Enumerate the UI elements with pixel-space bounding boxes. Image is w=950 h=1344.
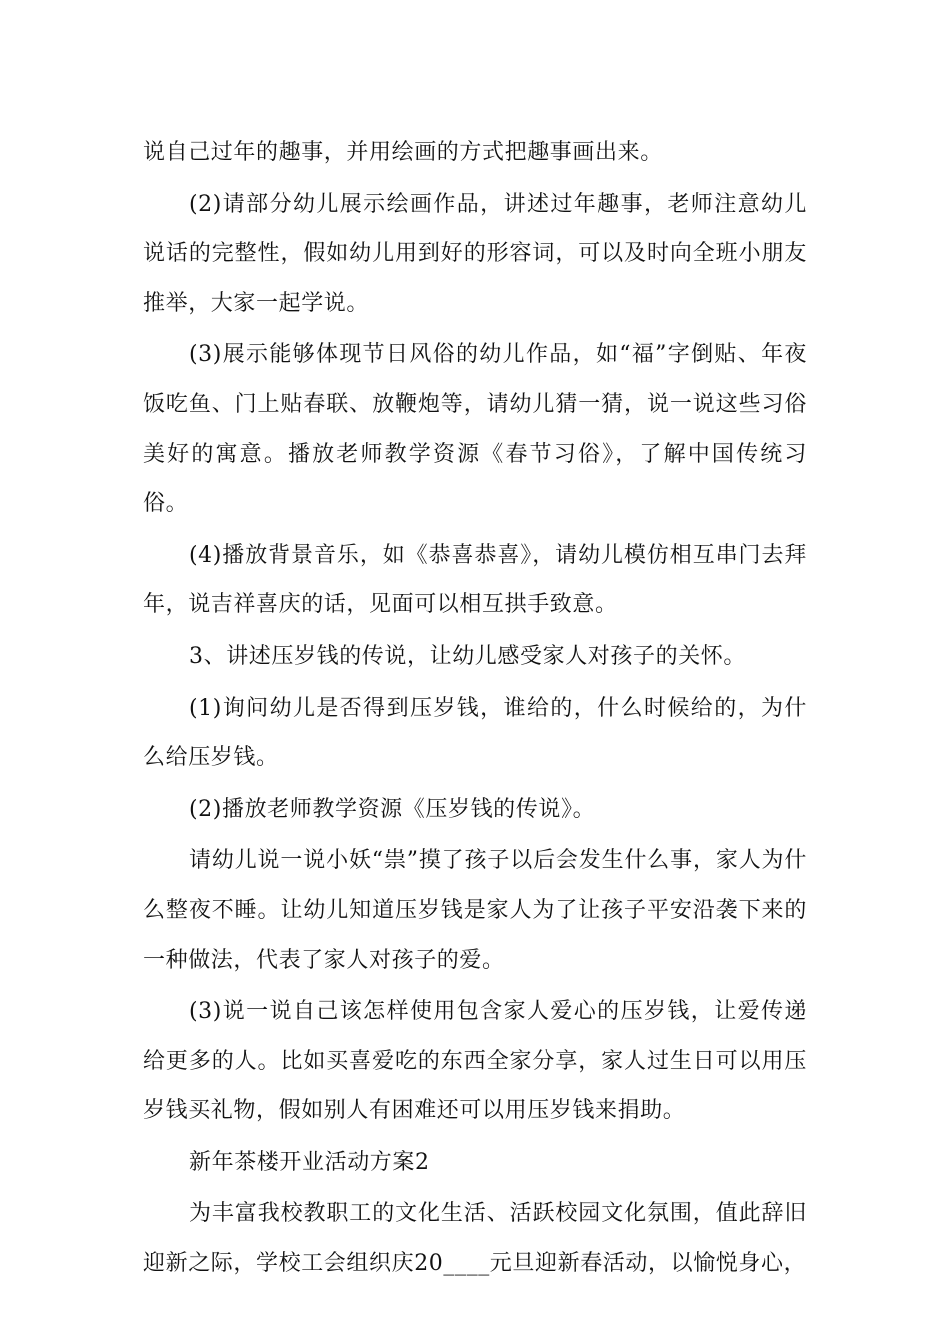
paragraph-1: 说自己过年的趣事，并用绘画的方式把趣事画出来。 bbox=[143, 140, 663, 165]
paragraph-7: 请幼儿说一说小妖“祟”摸了孩子以后会发生什么事，家人为什么整夜不睡。让幼儿知道压岁钱是家人为了让孩子平安沿袭下来的一种做法，代表了家人对孩子的爱。 bbox=[143, 848, 807, 973]
paragraph-6: (2)播放老师教学资源《压岁钱的传说》。 bbox=[189, 796, 596, 822]
paragraph-5: (1)询问幼儿是否得到压岁钱，谁给的，什么时候给的，为什么给压岁钱。 bbox=[143, 695, 807, 771]
document-subtitle: 新年茶楼开业活动方案2 bbox=[189, 1149, 430, 1175]
section-heading-3: 3、讲述压岁钱的传说，让幼儿感受家人对孩子的关怀。 bbox=[189, 643, 746, 669]
paragraph-2: (2)请部分幼儿展示绘画作品，讲述过年趣事，老师注意幼儿说话的完整性，假如幼儿用到好的形容词，可以及时向全班小朋友推举，大家一起学说。 bbox=[143, 191, 807, 316]
paragraph-9: 为丰富我校教职工的文化生活、活跃校园文化氛围，值此辞旧迎新之际，学校工会组织庆20____元旦迎新春活动，以愉悦身心， bbox=[143, 1201, 807, 1277]
paragraph-4: (4)播放背景音乐，如《恭喜恭喜》，请幼儿模仿相互串门去拜年，说吉祥喜庆的话，见面可以相互拱手致意。 bbox=[143, 542, 807, 618]
paragraph-3: (3)展示能够体现节日风俗的幼儿作品，如“福”字倒贴、年夜饭吃鱼、门上贴春联、放鞭炮等，请幼儿猜一猜，说一说这些习俗美好的寓意。播放老师教学资源《春节习俗》，了解中国传统习俗。 bbox=[143, 342, 807, 517]
paragraph-8: (3)说一说自己该怎样使用包含家人爱心的压岁钱，让爱传递给更多的人。比如买喜爱吃的东西全家分享，家人过生日可以用压岁钱买礼物，假如别人有困难还可以用压岁钱来捐助。 bbox=[143, 999, 807, 1124]
document-body bbox=[143, 128, 807, 1291]
